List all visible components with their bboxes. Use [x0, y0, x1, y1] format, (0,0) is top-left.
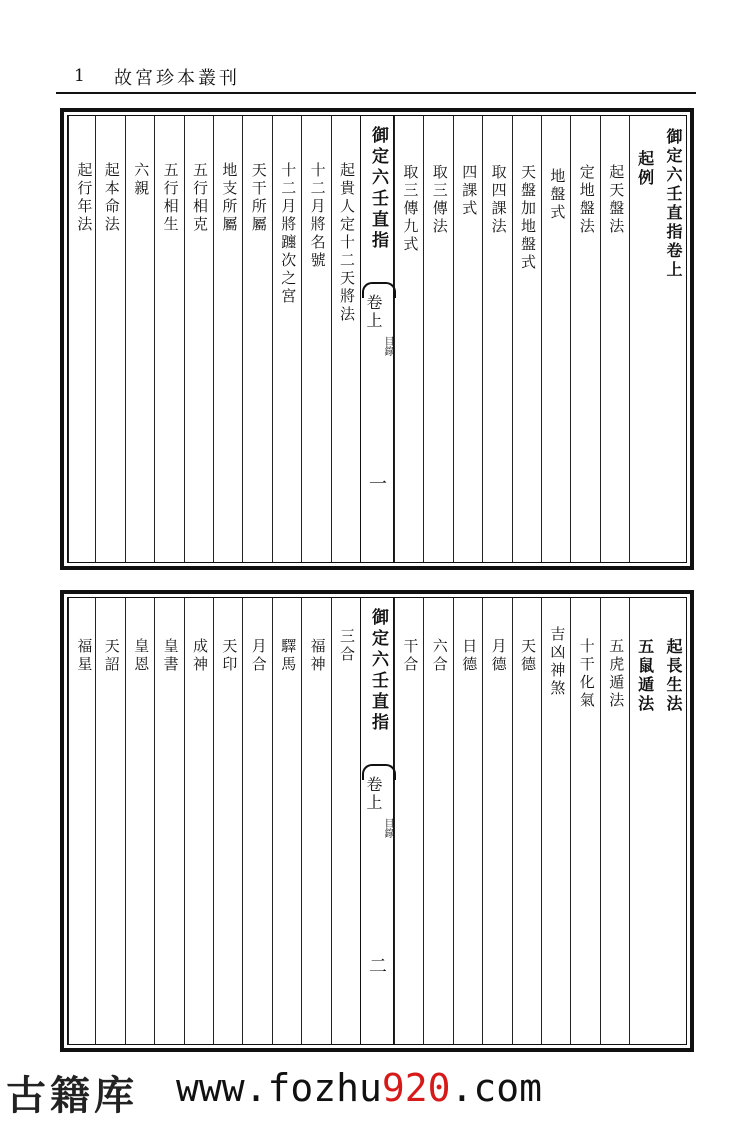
- top_panel-right-text-6: 取四課法: [489, 164, 508, 236]
- top_panel-left-col-4: [213, 116, 242, 562]
- bottom_panel-right-text-8: 六合: [430, 638, 449, 674]
- top_panel-left-col-2: [272, 116, 301, 562]
- bottom_panel-left-text-4: 天印: [220, 638, 239, 674]
- bottom_panel-left-col-4: [213, 598, 242, 1044]
- top_panel-left-col-1: [301, 116, 330, 562]
- bottom_panel-left-text-2: 驛馬: [279, 638, 298, 674]
- bottom_panel-center-page: 二: [369, 956, 387, 977]
- bottom_panel-left-text-9: 福星: [75, 638, 94, 674]
- bottom_panel-right-col-3: [570, 598, 599, 1044]
- top_panel-left-text-1: 十二月將名號: [308, 162, 327, 270]
- book-title: 故宮珍本叢刊: [114, 68, 240, 89]
- top_panel-center-column: [360, 116, 394, 562]
- top_panel-right-col-2: [600, 116, 629, 562]
- top_panel-right-text-1: 起例: [635, 150, 655, 188]
- bottom_panel-left-col-7: [125, 598, 154, 1044]
- top_panel-center-title: 御定六壬直指: [368, 126, 388, 252]
- top_panel-center-page: 一: [369, 474, 387, 495]
- bottom_panel-left-text-5: 成神: [190, 638, 209, 674]
- bottom_panel-left-text-8: 天詔: [102, 638, 121, 674]
- top_panel-left-text-7: 六親: [132, 162, 151, 198]
- top_panel-right-col-3: [570, 116, 599, 562]
- top_panel-left-text-0: 起貴人定十二天將法: [337, 162, 356, 324]
- bottom_panel-right-text-4: 吉凶神煞: [548, 626, 567, 698]
- bottom_panel-right-col-8: [423, 598, 452, 1044]
- top_panel-right-col-6: [482, 116, 511, 562]
- top_panel-center-volume: 卷上: [364, 294, 383, 330]
- top_panel-right-text-8: 取三傳法: [430, 164, 449, 236]
- bottom_panel-right-text-3: 十干化氣: [577, 638, 596, 710]
- bottom_panel-right-text-1: 五鼠遁法: [635, 638, 655, 714]
- top_panel-left-col-7: [125, 116, 154, 562]
- bottom_panel-right-col-4: [541, 598, 570, 1044]
- top_panel-left-col-3: [242, 116, 271, 562]
- bottom-page-frame: [60, 590, 694, 1052]
- top-page-inner: [67, 115, 687, 563]
- top_panel-right-col-0: [659, 116, 688, 562]
- header-rule: [56, 92, 696, 94]
- bottom_panel-left-col-8: [95, 598, 124, 1044]
- top_panel-right-text-2: 起天盤法: [607, 164, 626, 236]
- bottom_panel-left-col-3: [242, 598, 271, 1044]
- top_panel-right-text-5: 天盤加地盤式: [518, 164, 537, 272]
- bottom_panel-left-text-3: 月合: [249, 638, 268, 674]
- watermark-url-b: 920: [381, 1066, 451, 1110]
- page-header: [0, 0, 748, 100]
- top_panel-right-col-7: [453, 116, 482, 562]
- top_panel-right-text-9: 取三傳九式: [401, 164, 420, 254]
- top_panel-right-col-4: [541, 116, 570, 562]
- top_panel-left-text-8: 起本命法: [102, 162, 121, 234]
- watermark-cn: 古籍库: [6, 1073, 138, 1119]
- bottom_panel-right-col-9: [394, 598, 423, 1044]
- bottom_panel-left-col-0: [331, 598, 360, 1044]
- bottom_panel-center-volume: 卷上: [364, 776, 383, 812]
- bottom_panel-center-sub: 目錄: [382, 818, 393, 838]
- bottom_panel-right-col-7: [453, 598, 482, 1044]
- bottom-page-inner: [67, 597, 687, 1045]
- top_panel-left-col-5: [184, 116, 213, 562]
- bottom_panel-left-col-1: [301, 598, 330, 1044]
- bottom_panel-right-text-9: 干合: [401, 638, 420, 674]
- bottom_panel-right-col-5: [512, 598, 541, 1044]
- bottom_panel-left-text-6: 皇書: [161, 638, 180, 674]
- bottom_panel-left-col-5: [184, 598, 213, 1044]
- watermark-footer: [0, 1052, 748, 1122]
- bottom_panel-left-col-9: [68, 598, 97, 1044]
- watermark-url: [176, 1066, 542, 1110]
- top_panel-left-text-9: 起行年法: [75, 162, 94, 234]
- top_panel-right-col-5: [512, 116, 541, 562]
- top_panel-right-col-1: [629, 116, 658, 562]
- bottom_panel-right-col-0: [659, 598, 688, 1044]
- bottom_panel-left-text-1: 福神: [308, 638, 327, 674]
- bottom_panel-left-text-7: 皇恩: [132, 638, 151, 674]
- bottom_panel-right-text-5: 天德: [518, 638, 537, 674]
- bottom_panel-right-text-6: 月德: [489, 638, 508, 674]
- top_panel-right-text-7: 四課式: [460, 164, 479, 218]
- bottom_panel-right-col-6: [482, 598, 511, 1044]
- top_panel-left-col-0: [331, 116, 360, 562]
- watermark-url-a: www.fozhu: [176, 1066, 382, 1110]
- top_panel-center-sub: 目錄: [382, 336, 393, 356]
- bottom_panel-right-text-0: 起長生法: [663, 638, 683, 714]
- bottom_panel-right-col-2: [600, 598, 629, 1044]
- top-page-frame: [60, 108, 694, 570]
- top_panel-left-col-8: [95, 116, 124, 562]
- bottom_panel-right-text-2: 五虎遁法: [607, 638, 626, 710]
- bottom_panel-left-col-6: [154, 598, 183, 1044]
- bottom_panel-center-title: 御定六壬直指: [368, 608, 388, 734]
- bottom_panel-left-col-2: [272, 598, 301, 1044]
- top_panel-left-text-4: 地支所屬: [220, 162, 239, 234]
- top_panel-right-col-9: [394, 116, 423, 562]
- top_panel-left-text-2: 十二月將躔次之宮: [279, 162, 298, 306]
- top_panel-right-col-8: [423, 116, 452, 562]
- top_panel-left-text-6: 五行相生: [161, 162, 180, 234]
- watermark-url-c: .com: [450, 1066, 543, 1110]
- top_panel-right-text-0: 御定六壬直指卷上: [663, 128, 683, 280]
- bottom_panel-center-column: [360, 598, 394, 1044]
- top_panel-left-col-9: [68, 116, 97, 562]
- bottom_panel-right-col-1: [629, 598, 658, 1044]
- bottom_panel-right-text-7: 日德: [460, 638, 479, 674]
- top_panel-right-text-4: 地盤式: [548, 168, 567, 222]
- top_panel-left-text-3: 天干所屬: [249, 162, 268, 234]
- bottom_panel-left-text-0: 三合: [337, 628, 356, 664]
- top_panel-left-col-6: [154, 116, 183, 562]
- top_panel-left-text-5: 五行相克: [190, 162, 209, 234]
- page-number: 1: [74, 66, 85, 86]
- top_panel-right-text-3: 定地盤法: [577, 164, 596, 236]
